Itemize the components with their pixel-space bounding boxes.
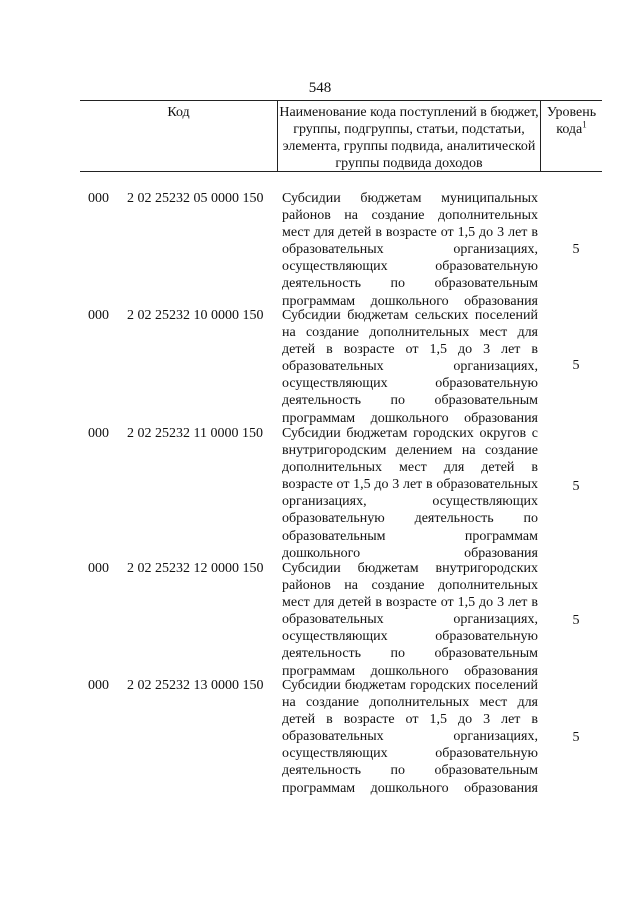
row-name: Субсидии бюджетам внутригородских районов на создание дополнительных мест для детей в возрасте от 1,5 до 3 лет в образовательных организациях, осуществляющих образовательную деятельность по образовательным программам дошкольного образования	[282, 561, 538, 679]
row-level: 5	[572, 613, 580, 628]
header-level-label: Уровень кода	[546, 105, 597, 137]
row-budget-code: 2 02 25232 10 0000 150	[127, 308, 264, 323]
row-level: 5	[572, 242, 580, 257]
row-level: 5	[572, 358, 580, 373]
row-level: 5	[572, 730, 580, 745]
header-level-column	[541, 101, 602, 171]
row-budget-code: 2 02 25232 05 0000 150	[127, 191, 264, 206]
header-name-column	[278, 101, 541, 171]
row-admin-code: 000	[88, 308, 109, 323]
header-code-column	[80, 101, 278, 171]
header-name-label: Наименование кода поступлений в бюджет, группы, подгруппы, статьи, подстатьи, элемента, группы подвида, аналитической группы подвида доходов	[279, 105, 539, 171]
row-budget-code: 2 02 25232 12 0000 150	[127, 561, 264, 576]
row-name: Субсидии бюджетам городских поселений на создание дополнительных мест для детей в возрасте от 1,5 до 3 лет в образовательных организациях, осуществляющих образовательную деятельность по образовательным программам дошкольного образования	[282, 678, 538, 796]
row-admin-code: 000	[88, 191, 109, 206]
row-level: 5	[572, 479, 580, 494]
table-header	[80, 100, 602, 172]
row-budget-code: 2 02 25232 11 0000 150	[127, 426, 263, 441]
header-code-label: Код	[167, 105, 190, 120]
row-name: Субсидии бюджетам муниципальных районов на создание дополнительных мест для детей в возрасте от 1,5 до 3 лет в образовательных организациях, осуществляющих образовательную деятельность по образовательным программам дошкольного образования	[282, 191, 538, 309]
row-admin-code: 000	[88, 561, 109, 576]
row-budget-code: 2 02 25232 13 0000 150	[127, 678, 264, 693]
row-name: Субсидии бюджетам городских округов с внутригородским делением на создание дополнительных мест для детей в возрасте от 1,5 до 3 лет в образовательных организациях, осуществляющих образовательную деятельность по образовательным программам дошкольного образования	[282, 426, 538, 561]
header-level-footnote: 1	[582, 119, 587, 130]
page-number: 548	[308, 80, 332, 96]
row-admin-code: 000	[88, 426, 109, 441]
row-name: Субсидии бюджетам сельских поселений на создание дополнительных мест для детей в возрасте от 1,5 до 3 лет в образовательных организациях, осуществляющих образовательную деятельность по образовательным программам дошкольного образования	[282, 308, 538, 426]
row-admin-code: 000	[88, 678, 109, 693]
